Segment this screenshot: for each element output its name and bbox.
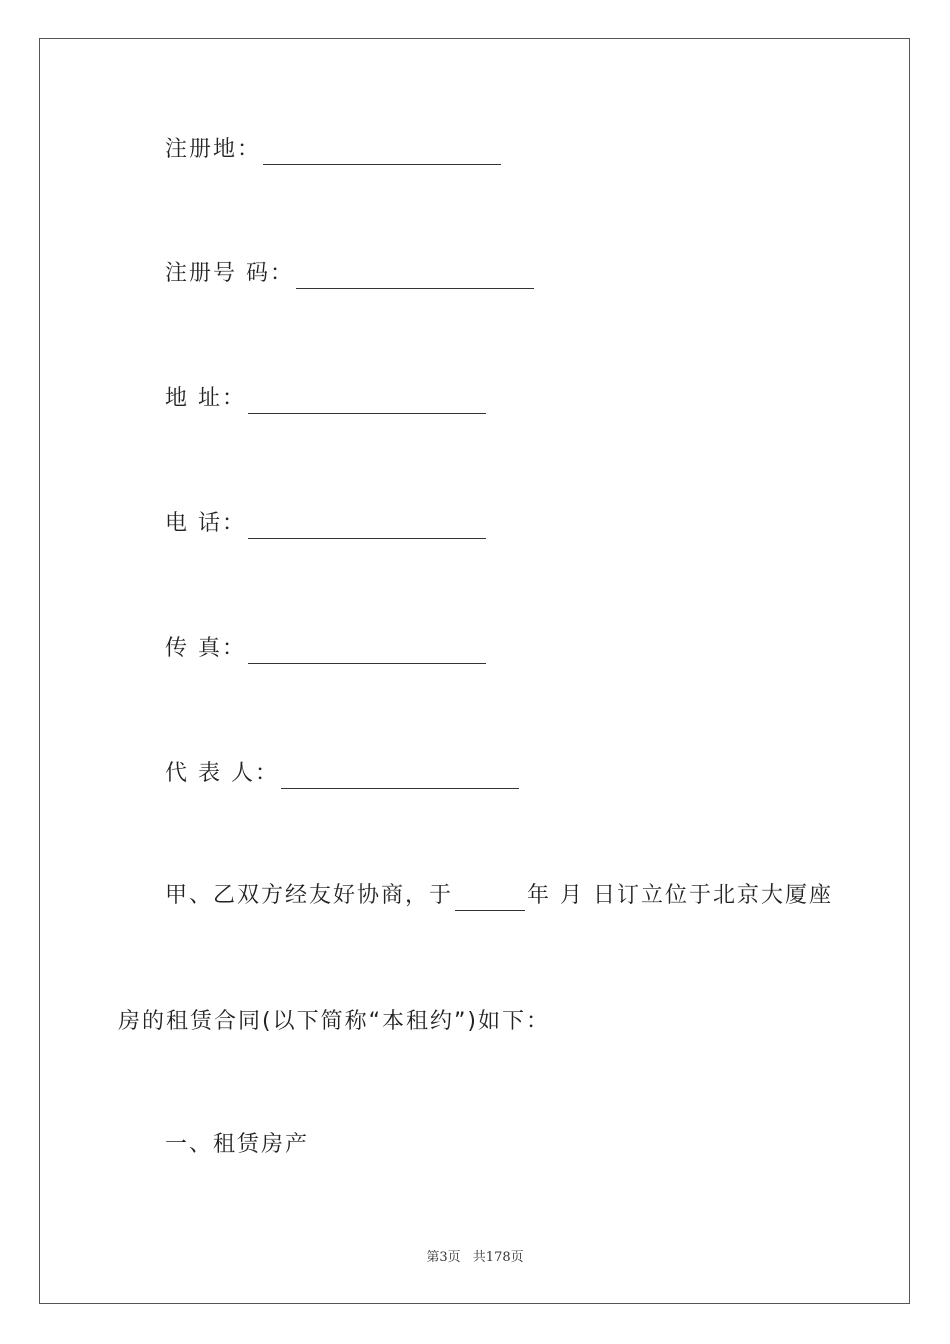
paragraph-text: 年 月 日订立位于北京大厦座 bbox=[527, 883, 834, 908]
fill-in-blank[interactable] bbox=[281, 766, 519, 789]
fill-in-blank[interactable] bbox=[263, 142, 501, 165]
page-number: 第3页 bbox=[426, 1250, 461, 1265]
field-label: 地 址： bbox=[165, 386, 246, 411]
fill-in-blank[interactable] bbox=[248, 641, 486, 664]
paragraph-line-2 bbox=[118, 1007, 550, 1037]
paragraph-text: 房的租赁合同(以下简称“本租约”)如下： bbox=[118, 1009, 550, 1034]
field-representative bbox=[165, 759, 519, 789]
field-address bbox=[165, 384, 486, 414]
field-phone bbox=[165, 509, 486, 539]
section-heading-text: 一、租赁房产 bbox=[165, 1132, 310, 1157]
year-blank[interactable] bbox=[455, 888, 525, 911]
fill-in-blank[interactable] bbox=[248, 516, 486, 539]
field-registration-number bbox=[165, 259, 534, 289]
fill-in-blank[interactable] bbox=[248, 391, 486, 414]
field-label: 电 话： bbox=[165, 511, 246, 536]
field-fax bbox=[165, 634, 486, 664]
paragraph-line-1 bbox=[165, 881, 833, 911]
section-heading bbox=[165, 1130, 309, 1160]
field-label: 传 真： bbox=[165, 636, 246, 661]
paragraph-text: 甲、乙双方经友好协商，于 bbox=[165, 883, 454, 908]
page-total: 共178页 bbox=[472, 1250, 524, 1265]
page-footer bbox=[0, 1246, 950, 1265]
field-label: 注册号 码： bbox=[165, 261, 294, 286]
fill-in-blank[interactable] bbox=[296, 266, 534, 289]
page-border bbox=[39, 38, 910, 1304]
field-label: 注册地： bbox=[165, 137, 262, 162]
field-label: 代 表 人： bbox=[165, 761, 279, 786]
field-registered-place bbox=[165, 135, 501, 165]
